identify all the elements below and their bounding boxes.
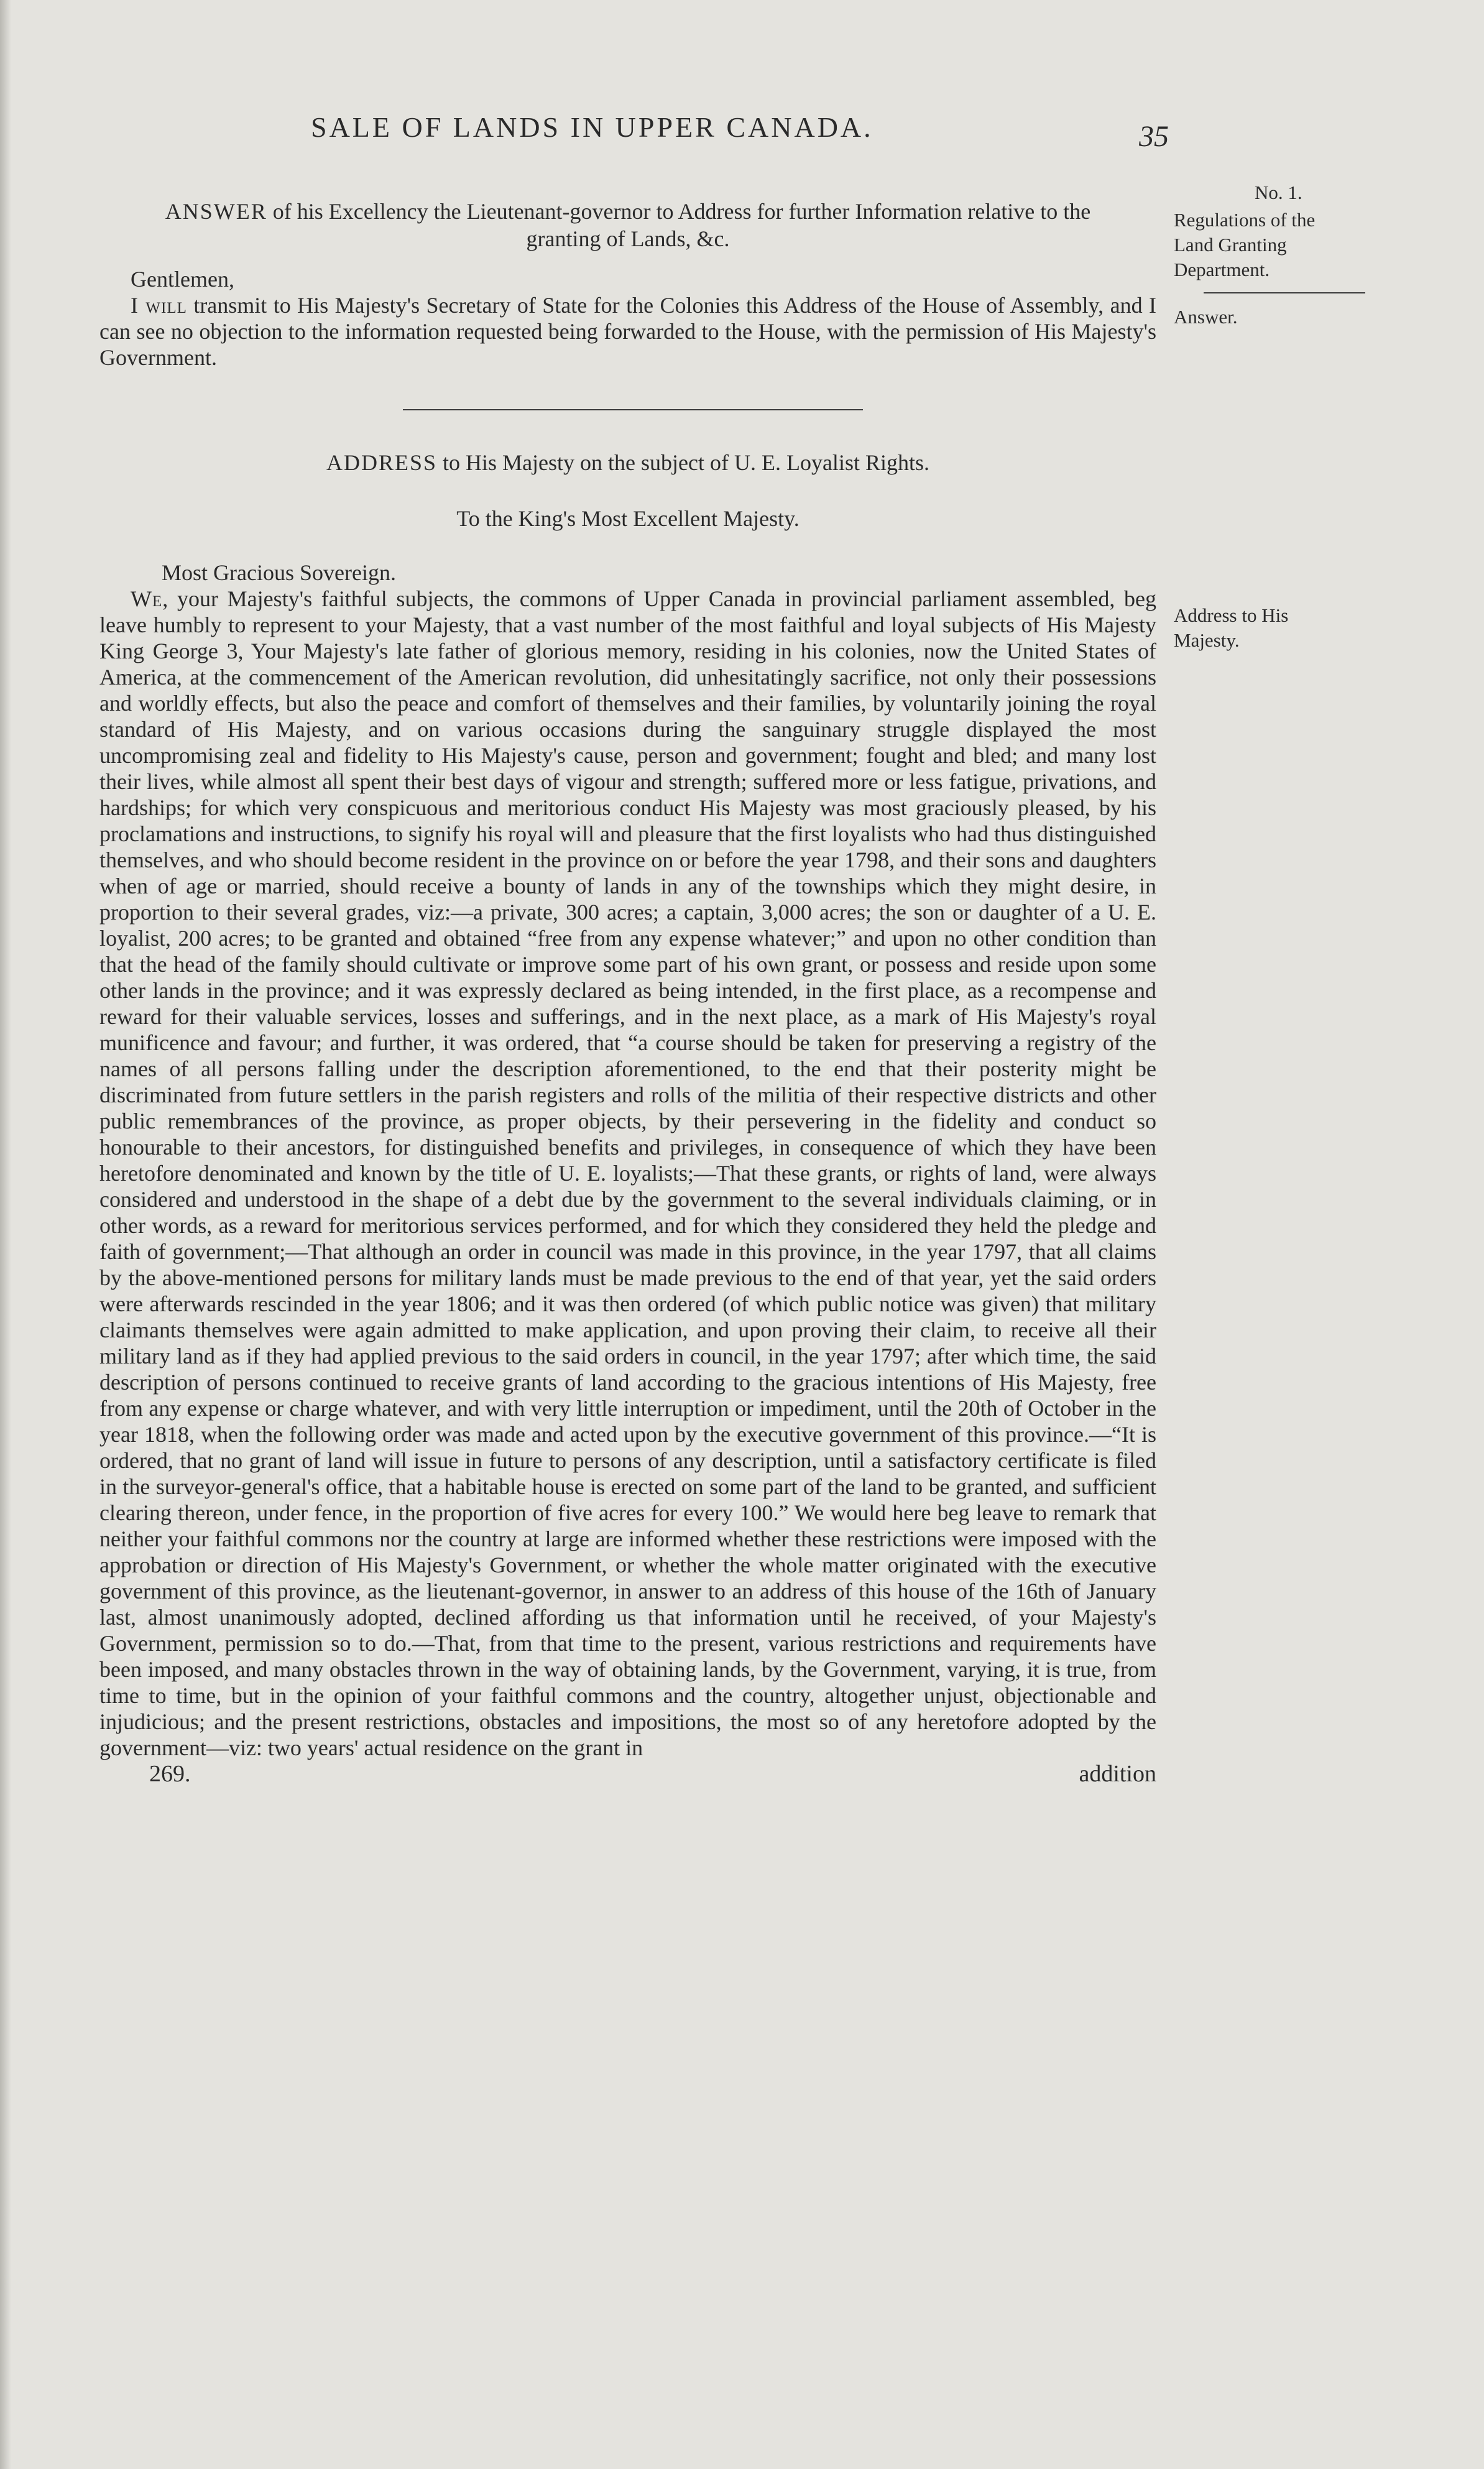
margin-note-regulations: [1174, 208, 1360, 282]
address-heading: [99, 449, 1156, 476]
address-first-word: We: [131, 586, 163, 611]
answer-heading: [99, 198, 1156, 252]
address-body-text: , your Majesty's faithful subjects, the commons of Upper Canada in provincial parliament assembled, beg leave humbly to represent to your Majesty, that a vast number of the most faithful and loyal subjects of His Majesty King George 3, Your Majesty's late father of glorious memory, residing in his colonies, now the United States of America, at the commencement of the American revolution, did unhesitatingly sacrifice, not only their possessions and worldly effects, but also the peace and comfort of themselves and their families, by voluntarily joining the royal standard of His Majesty, and on various occasions during the sanguinary struggle displayed the most uncompromising zeal and fidelity to His Majesty's cause, person and government; fought and bled; and many lost their lives, while almost all spent their best days of vigour and strength; suffered more or less fatigue, privations, and hardships; for which very conspicuous and meritorious conduct His Majesty was most graciously pleased, by his proclamations and instructions, to signify his royal will and pleasure that the first loyalists who had thus distinguished themselves, and who should become resident in the province on or before the year 1798, and their sons and daughters when of age or married, should receive a bounty of lands in any of the townships which they might desire, in proportion to their several grades, viz:—a private, 300 acres; a captain, 3,000 acres; the son or daughter of a U. E. loyalist, 200 acres; to be granted and obtained “free from any expense whatever;” and upon no other condition than that the head of the family should cultivate or improve some part of his own grant, or possess and reside upon some other lands in the province; and it was expressly declared as being intended, in the first place, as a recompense and reward for their valuable services, losses and sufferings, and in the next place, as a mark of His Majesty's royal munificence and favour; and further, it was ordered, that “a course should be taken for preserving a registry of the names of all persons falling under the description aforementioned, to the end that their posterity might be discriminated from future settlers in the parish registers and rolls of the militia of their respective districts and other public remembrances of the province, as proper objects, by their persevering in the fidelity and conduct so honourable to their ancestors, for distinguished benefits and privileges, in consequence of which they have been heretofore denominated and known by the title of U. E. loyalists;—That these grants, or rights of land, were always considered and understood in the shape of a debt due by the government to the several individuals claiming, or in other words, as a reward for meritorious services performed, and for which they considered they held the pledge and faith of government;—That although an order in council was made in this province, in the year 1797, that all claims by the above-mentioned persons for military lands must be made previous to the end of that year, yet the said orders were afterwards rescinded in the year 1806; and it was then ordered (of which public notice was given) that military claimants themselves were again admitted to make application, and upon proving their claim, to receive all their military land as if they had applied previous to the said orders in council, in the year 1797; after which time, the said description of persons continued to receive grants of land according to the gracious intentions of His Majesty, free from any expense or charge whatever, and with very little interruption or impediment, until the 20th of October in the year 1818, when the following order was made and acted upon by the executive government of this province.—“It is ordered, that no grant of land will issue in future to persons of any description, until a satisfactory certificate is filed in the surveyor-general's office, that a habitable house is erected on some part of the land to be granted, and sufficient clearing thereon, under fence, in the proportion of five acres for every 100.” We would here beg leave to remark that neither your faithful commons nor the country at large are informed whether these restrictions were imposed with the approbation or direction of His Majesty's Government, or whether the whole matter originated with the executive government of this province, as the lieutenant-governor, in answer to an address of this house of the 16th of January last, almost unanimously adopted, declined affording us that information until he received, of your Majesty's Government, permission so to do.—That, from that time to the present, various restrictions and requirements have been imposed, and many obstacles thrown in the way of obtaining lands, by the Government, varying, it is true, from time to time, but in the opinion of your faithful commons and the country, altogether unjust, objectionable and injudicious; and the present restrictions, obstacles and impositions, the most so of any heretofore adopted by the government—viz: two years' actual residence on the grant in: [99, 586, 1156, 1760]
catchword: addition: [1079, 1761, 1156, 1787]
running-title: SALE OF LANDS IN UPPER CANADA.: [311, 111, 873, 143]
margin-note-line: Address to His: [1174, 604, 1289, 626]
margin-note-line: Majesty.: [1174, 629, 1240, 651]
signature-mark: 269.: [149, 1761, 191, 1787]
margin-note-answer: Answer.: [1174, 306, 1238, 328]
margin-note-number: No. 1.: [1255, 182, 1302, 203]
margin-rule: [1204, 292, 1365, 293]
margin-note-line: Regulations of the: [1174, 209, 1316, 231]
address-body: [99, 586, 1156, 1761]
address-to-line: To the King's Most Excellent Majesty.: [456, 506, 800, 531]
answer-body: [99, 292, 1156, 371]
address-heading-text: to His Majesty on the subject of U. E. Loyalist Rights.: [437, 450, 929, 475]
margin-note-line: Department.: [1174, 259, 1270, 280]
section-divider: [403, 409, 863, 410]
answer-section: [99, 198, 1156, 371]
answer-first-word: I will: [131, 293, 187, 318]
answer-salutation: Gentlemen,: [131, 267, 234, 292]
page-number: 35: [1139, 120, 1169, 153]
margin-note-line: Land Granting: [1174, 234, 1287, 256]
address-section: [99, 449, 1156, 1787]
answer-heading-text: of his Excellency the Lieutenant-governor to Address for further Information relative to the granting of Lands, &c.: [267, 199, 1091, 251]
address-salutation: Most Gracious Sovereign.: [162, 560, 396, 585]
main-text: [99, 182, 1316, 1787]
page-footer: [99, 1761, 1156, 1787]
answer-heading-caps: ANSWER: [165, 199, 267, 224]
page-edge-shadow: [0, 0, 11, 2469]
address-heading-caps: ADDRESS: [326, 450, 438, 475]
page-header: [99, 111, 1169, 154]
margin-note-address: [1174, 603, 1360, 653]
answer-body-text: transmit to His Majesty's Secretary of State for the Colonies this Address of the House of Assembly, and I can see no objection to the information requested being forwarded to the House, with the permission of His Majesty's Government.: [99, 293, 1157, 370]
